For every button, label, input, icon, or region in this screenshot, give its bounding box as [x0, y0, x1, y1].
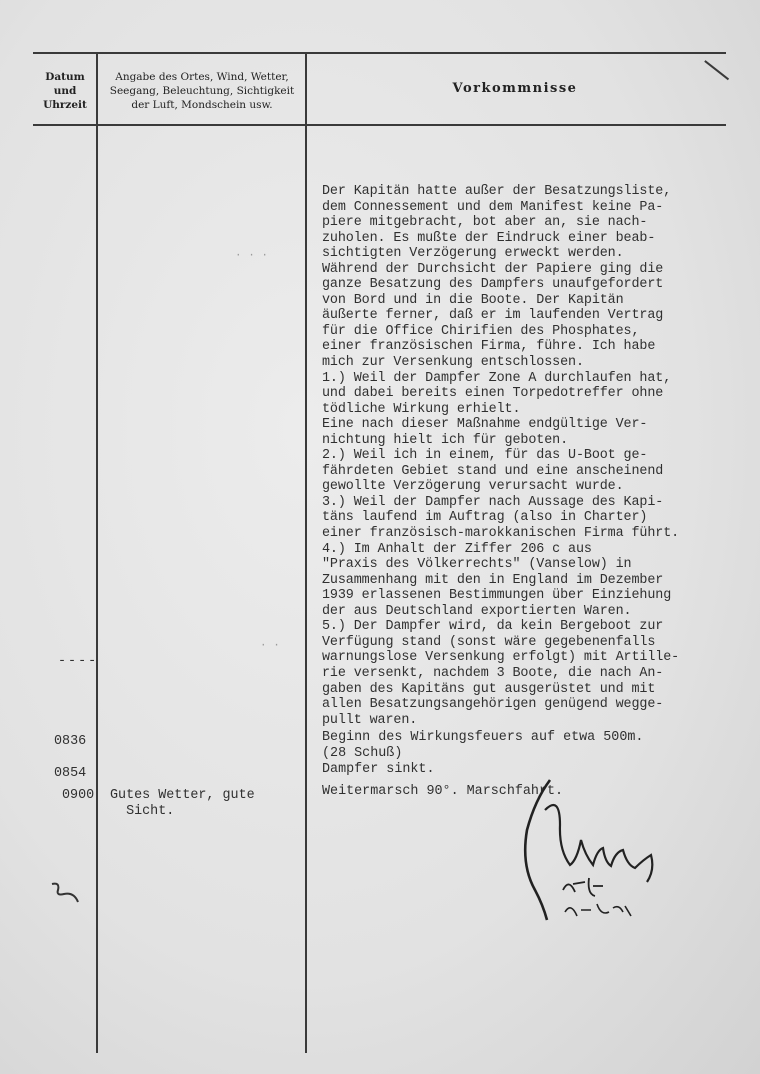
- header-datum-line: Datum: [45, 71, 85, 83]
- narrative-line: und dabei bereits einen Torpedotreffer ohne: [322, 386, 664, 402]
- entry-event: (28 Schuß): [322, 746, 403, 761]
- header-datum-line: Uhrzeit: [43, 99, 87, 111]
- narrative-line: 1939 erlassenen Bestimmungen über Einziehung: [322, 588, 672, 604]
- entry-weather: Gutes Wetter, gute Sicht.: [110, 788, 255, 819]
- narrative-line: nichtung hielt ich für geboten.: [322, 432, 569, 448]
- narrative-line: Verfügung stand (sonst wäre gegebenenfalls: [322, 634, 656, 650]
- col-divider-2: [305, 53, 307, 1053]
- narrative-line: piere mitgebracht, bot aber an, sie nach-: [322, 215, 648, 231]
- header-vorkommnisse: Vorkommnisse: [452, 81, 578, 96]
- bleed-mark: · ·: [260, 640, 280, 652]
- narrative-line: Während der Durchsicht der Papiere ging die: [322, 261, 664, 277]
- narrative-body: [322, 184, 754, 728]
- narrative-line: pullt waren.: [322, 712, 418, 728]
- header-datum: [36, 70, 94, 112]
- narrative-line: Der Kapitän hatte außer der Besatzungsliste,: [322, 184, 672, 199]
- header-bottom-rule: [33, 124, 726, 126]
- corner-tick: [705, 60, 730, 80]
- entry-event: Weitermarsch 90°. Marschfahrt.: [322, 784, 564, 799]
- entry-time: 0836: [54, 734, 87, 749]
- narrative-line: sichtigten Verzögerung erweckt werden.: [322, 246, 624, 262]
- narrative-line: rie versenkt, nachdem 3 Boote, die nach An-: [322, 665, 664, 681]
- header-datum-line: und: [53, 85, 77, 97]
- narrative-line: gewollte Verzögerung verursacht wurde.: [322, 479, 624, 495]
- margin-mark-icon: [48, 880, 88, 910]
- narrative-line: allen Besatzungsangehörigen genügend wegge-: [322, 697, 664, 713]
- entry-event: Dampfer sinkt.: [322, 762, 435, 777]
- entry-time: 0900: [62, 788, 95, 803]
- narrative-line: 3.) Weil der Dampfer nach Aussage des Kapi-: [322, 494, 664, 510]
- header-ort-line: Angabe des Ortes, Wind, Wetter,: [115, 71, 289, 83]
- narrative-line: 2.) Weil ich in einem, für das U-Boot ge-: [322, 448, 648, 464]
- col-divider-1: [96, 53, 98, 1053]
- narrative-line: tödliche Wirkung erhielt.: [322, 401, 521, 417]
- narrative-line: von Bord und in die Boote. Der Kapitän: [322, 292, 624, 308]
- narrative-line: täns laufend im Auftrag (also in Charter): [322, 510, 648, 526]
- narrative-line: einer französischen Firma, führe. Ich habe: [322, 339, 656, 355]
- narrative-line: 1.) Weil der Dampfer Zone A durchlaufen hat,: [322, 370, 672, 386]
- narrative-line: der aus Deutschland exportierten Waren.: [322, 603, 632, 619]
- header-ort-line: der Luft, Mondschein usw.: [131, 99, 273, 111]
- entry-time: 0854: [54, 766, 87, 781]
- header-ort: [100, 70, 304, 112]
- narrative-line: Eine nach dieser Maßnahme endgültige Ver-: [322, 417, 648, 433]
- narrative-line: äußerte ferner, daß er im laufenden Vertrag: [322, 308, 664, 324]
- dash-marker: ----: [58, 654, 99, 669]
- narrative-line: einer französisch-marokkanischen Firma führt.: [322, 526, 680, 542]
- top-rule: [33, 52, 726, 54]
- narrative-line: mich zur Versenkung entschlossen.: [322, 355, 584, 371]
- narrative-line: fährdeten Gebiet stand und eine anscheinend: [322, 463, 664, 479]
- narrative-line: 4.) Im Anhalt der Ziffer 206 c aus: [322, 541, 592, 557]
- narrative-line: gaben des Kapitäns gut ausgerüstet und mit: [322, 681, 656, 697]
- narrative-line: ganze Besatzung des Dampfers unaufgefordert: [322, 277, 664, 293]
- narrative-line: "Praxis des Völkerrechts" (Vanselow) in: [322, 557, 632, 573]
- narrative-line: warnungslose Versenkung erfolgt) mit Artille-: [322, 650, 680, 666]
- narrative-line: zuholen. Es mußte der Eindruck einer beab-: [322, 230, 656, 246]
- narrative-line: dem Connessement und dem Manifest keine Pa-: [322, 199, 664, 215]
- narrative-line: für die Office Chirifien des Phosphates,: [322, 323, 640, 339]
- entry-event: Beginn des Wirkungsfeuers auf etwa 500m.: [322, 730, 644, 745]
- signature-icon: [515, 770, 675, 930]
- bleed-mark: · · ·: [235, 250, 269, 262]
- header-ort-line: Seegang, Beleuchtung, Sichtigkeit: [109, 85, 295, 97]
- narrative-line: 5.) Der Dampfer wird, da kein Bergeboot zur: [322, 619, 664, 635]
- narrative-line: Zusammenhang mit den in England im Dezember: [322, 572, 664, 588]
